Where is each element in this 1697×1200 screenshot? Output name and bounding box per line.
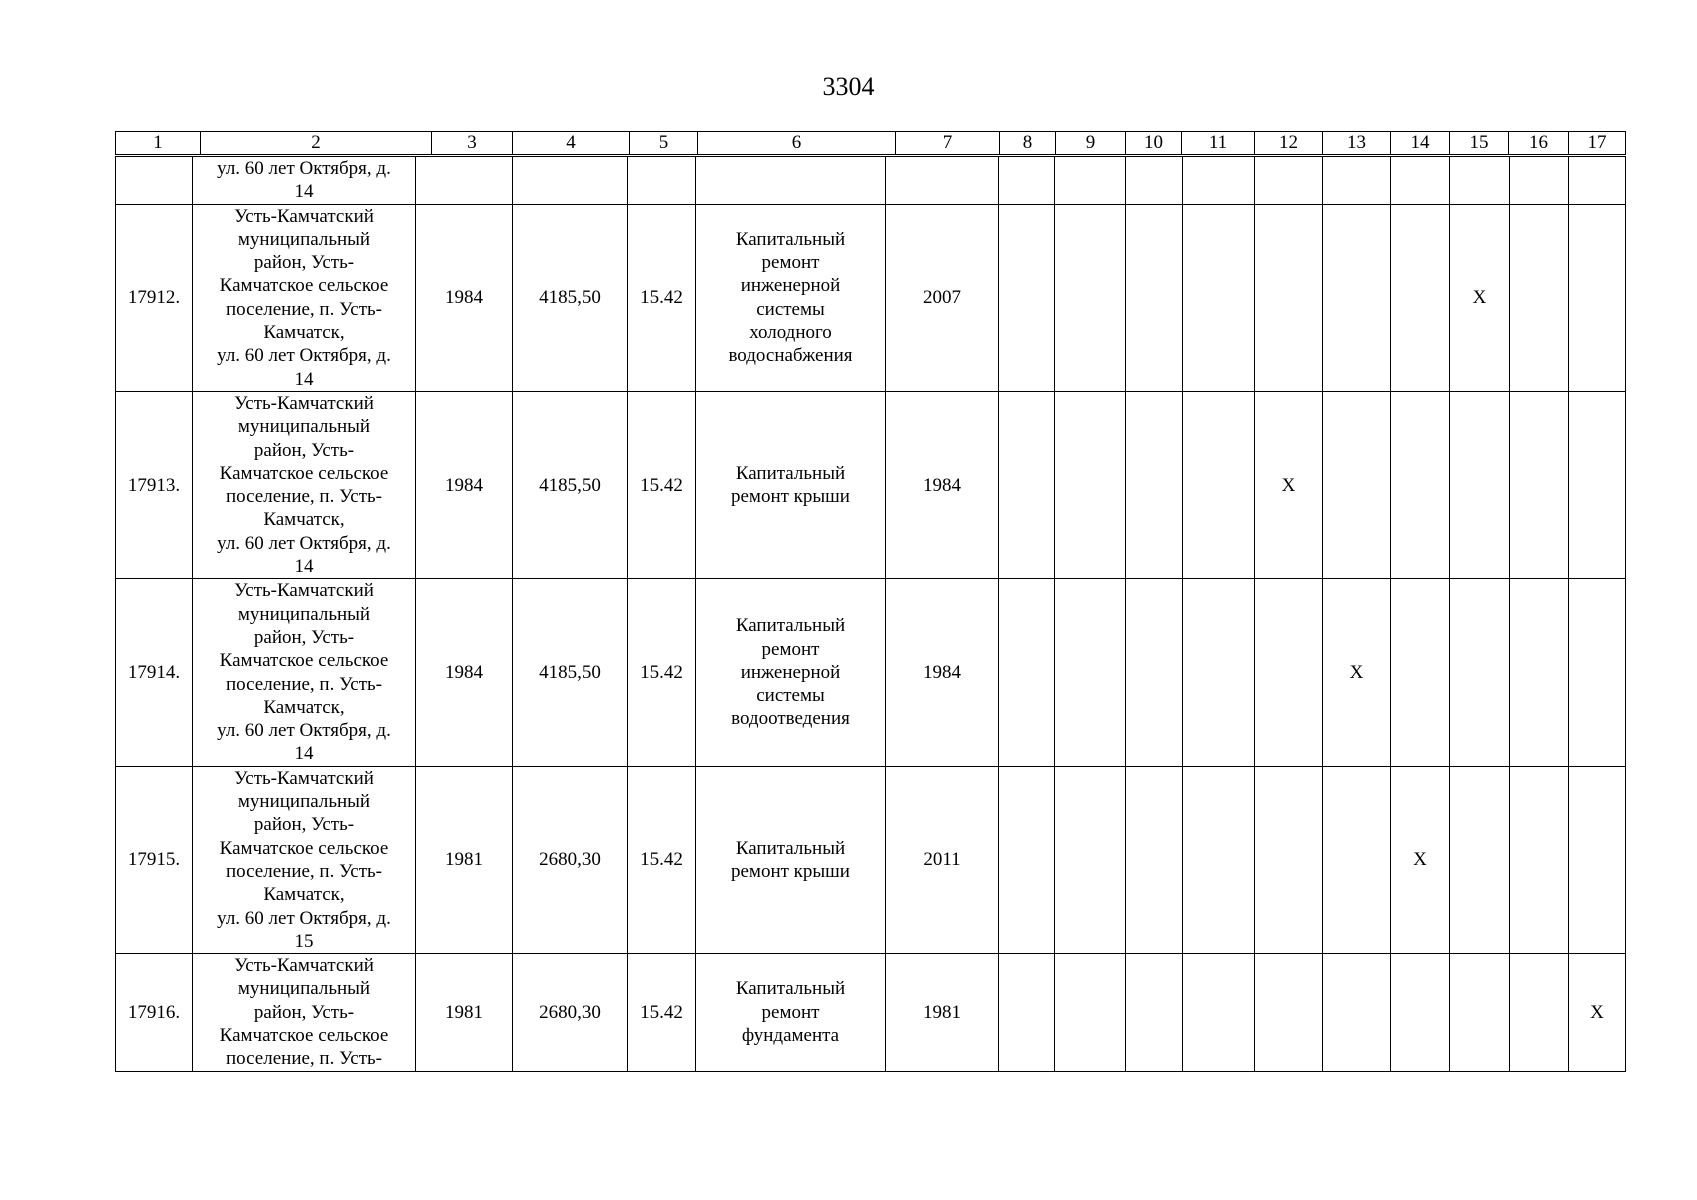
- cell-code: 15.42: [628, 954, 696, 1071]
- cell-area: 2680,30: [513, 954, 628, 1071]
- cell-mark-col-11: [1183, 204, 1255, 391]
- cell-mark-col-15: X: [1450, 204, 1510, 391]
- column-header-1: 1: [116, 132, 201, 155]
- cell-num: 17914.: [116, 579, 193, 766]
- cell-mark-col-10: [1126, 579, 1183, 766]
- cell-mark-col-14: [1391, 204, 1450, 391]
- column-number-header: [115, 131, 1626, 155]
- cell-mark-col-9: [1055, 204, 1126, 391]
- column-header-5: 5: [630, 132, 698, 155]
- column-header-12: 12: [1255, 132, 1323, 155]
- cell-mark-col-8: [999, 954, 1055, 1071]
- cell-mark-col-11: [1183, 391, 1255, 578]
- column-header-11: 11: [1182, 132, 1255, 155]
- cell-mark-col-16: [1510, 766, 1569, 953]
- table-row: [116, 954, 1626, 1071]
- cell-mark-col-12: X: [1255, 391, 1323, 578]
- cell-mark-col-16: [1510, 954, 1569, 1071]
- cell-mark-col-14: [1391, 954, 1450, 1071]
- table-row: [116, 766, 1626, 953]
- cell-mark-col-17: [1569, 204, 1626, 391]
- cell-mark-col-9: [1055, 391, 1126, 578]
- cell-address: ул. 60 лет Октября, д. 14: [193, 157, 416, 205]
- cell-year: 2011: [886, 766, 999, 953]
- cell-mark-col-16: [1510, 391, 1569, 578]
- cell-code: 15.42: [628, 579, 696, 766]
- header-row: [116, 132, 1626, 155]
- cell-mark-col-10: [1126, 954, 1183, 1071]
- cell-mark-col-12: [1255, 954, 1323, 1071]
- cell-address: Усть-Камчатский муниципальный район, Усть- Камчатское сельское поселение, п. Усть- Камчатск, ул. 60 лет Октября, д. 14: [193, 204, 416, 391]
- cell-code: 15.42: [628, 391, 696, 578]
- cell-mark-col-12: [1255, 204, 1323, 391]
- cell-mark-col-14: [1391, 579, 1450, 766]
- cell-year: 2007: [886, 204, 999, 391]
- cell-year-built: 1984: [416, 579, 513, 766]
- column-header-16: 16: [1509, 132, 1569, 155]
- column-header-9: 9: [1056, 132, 1126, 155]
- cell-year: 1984: [886, 391, 999, 578]
- cell-area: 2680,30: [513, 766, 628, 953]
- cell-mark-col-10: [1126, 766, 1183, 953]
- cell-work-type: Капитальный ремонт фундамента: [696, 954, 886, 1071]
- cell-num: 17913.: [116, 391, 193, 578]
- cell-mark-col-13: X: [1323, 579, 1391, 766]
- cell-mark-col-17: [1569, 579, 1626, 766]
- column-header-17: 17: [1569, 132, 1626, 155]
- cell-area: 4185,50: [513, 204, 628, 391]
- cell-mark-col-14: [1391, 391, 1450, 578]
- continuation-row: [116, 157, 1626, 205]
- cell-num: 17912.: [116, 204, 193, 391]
- cell-mark-col-15: [1450, 391, 1510, 578]
- cell-mark-col-9: [1055, 579, 1126, 766]
- cell-mark-col-9: [1055, 766, 1126, 953]
- cell-area: 4185,50: [513, 579, 628, 766]
- cell-mark-col-13: [1323, 204, 1391, 391]
- table-row: [116, 579, 1626, 766]
- cell-mark-col-15: [1450, 766, 1510, 953]
- cell-address: Усть-Камчатский муниципальный район, Усть- Камчатское сельское поселение, п. Усть- Камчатск, ул. 60 лет Октября, д. 14: [193, 579, 416, 766]
- column-header-10: 10: [1126, 132, 1182, 155]
- cell-mark-col-17: [1569, 766, 1626, 953]
- cell-mark-col-13: [1323, 954, 1391, 1071]
- cell-mark-col-10: [1126, 204, 1183, 391]
- cell-mark-col-14: X: [1391, 766, 1450, 953]
- cell-mark-col-17: [1569, 391, 1626, 578]
- table-row: [116, 204, 1626, 391]
- cell-num: 17916.: [116, 954, 193, 1071]
- column-header-6: 6: [698, 132, 896, 155]
- column-header-8: 8: [1000, 132, 1056, 155]
- cell-address: Усть-Камчатский муниципальный район, Усть- Камчатское сельское поселение, п. Усть- Камчатск, ул. 60 лет Октября, д. 14: [193, 391, 416, 578]
- cell-mark-col-16: [1510, 204, 1569, 391]
- column-header-15: 15: [1450, 132, 1509, 155]
- cell-mark-col-11: [1183, 954, 1255, 1071]
- cell-year-built: 1981: [416, 954, 513, 1071]
- cell-year-built: 1984: [416, 391, 513, 578]
- cell-mark-col-12: [1255, 766, 1323, 953]
- cell-mark-col-11: [1183, 766, 1255, 953]
- cell-mark-col-8: [999, 766, 1055, 953]
- cell-year-built: 1984: [416, 204, 513, 391]
- column-header-14: 14: [1391, 132, 1450, 155]
- cell-year-built: 1981: [416, 766, 513, 953]
- cell-num: [116, 157, 193, 205]
- cell-mark-col-9: [1055, 954, 1126, 1071]
- cell-work-type: Капитальный ремонт инженерной системы водоотведения: [696, 579, 886, 766]
- column-header-2: 2: [201, 132, 432, 155]
- repair-registry-table: [115, 156, 1626, 1072]
- cell-mark-col-12: [1255, 579, 1323, 766]
- cell-mark-col-13: [1323, 766, 1391, 953]
- table-row: [116, 391, 1626, 578]
- cell-mark-col-8: [999, 579, 1055, 766]
- cell-year: 1984: [886, 579, 999, 766]
- cell-mark-col-17: X: [1569, 954, 1626, 1071]
- column-header-4: 4: [513, 132, 630, 155]
- cell-area: 4185,50: [513, 391, 628, 578]
- page-number: 3304: [822, 72, 875, 101]
- cell-work-type: Капитальный ремонт крыши: [696, 391, 886, 578]
- cell-mark-col-16: [1510, 579, 1569, 766]
- cell-num: 17915.: [116, 766, 193, 953]
- cell-mark-col-13: [1323, 391, 1391, 578]
- cell-mark-col-11: [1183, 579, 1255, 766]
- cell-address: Усть-Камчатский муниципальный район, Усть- Камчатское сельское поселение, п. Усть- Камчатск, ул. 60 лет Октября, д. 15: [193, 766, 416, 953]
- cell-work-type: Капитальный ремонт инженерной системы холодного водоснабжения: [696, 204, 886, 391]
- cell-code: 15.42: [628, 766, 696, 953]
- cell-mark-col-10: [1126, 391, 1183, 578]
- cell-work-type: Капитальный ремонт крыши: [696, 766, 886, 953]
- cell-mark-col-15: [1450, 954, 1510, 1071]
- column-header-7: 7: [896, 132, 1000, 155]
- cell-mark-col-15: [1450, 579, 1510, 766]
- column-header-3: 3: [432, 132, 513, 155]
- cell-year: 1981: [886, 954, 999, 1071]
- cell-code: 15.42: [628, 204, 696, 391]
- cell-mark-col-8: [999, 391, 1055, 578]
- column-header-13: 13: [1323, 132, 1391, 155]
- cell-address: Усть-Камчатский муниципальный район, Усть- Камчатское сельское поселение, п. Усть-: [193, 954, 416, 1071]
- cell-mark-col-8: [999, 204, 1055, 391]
